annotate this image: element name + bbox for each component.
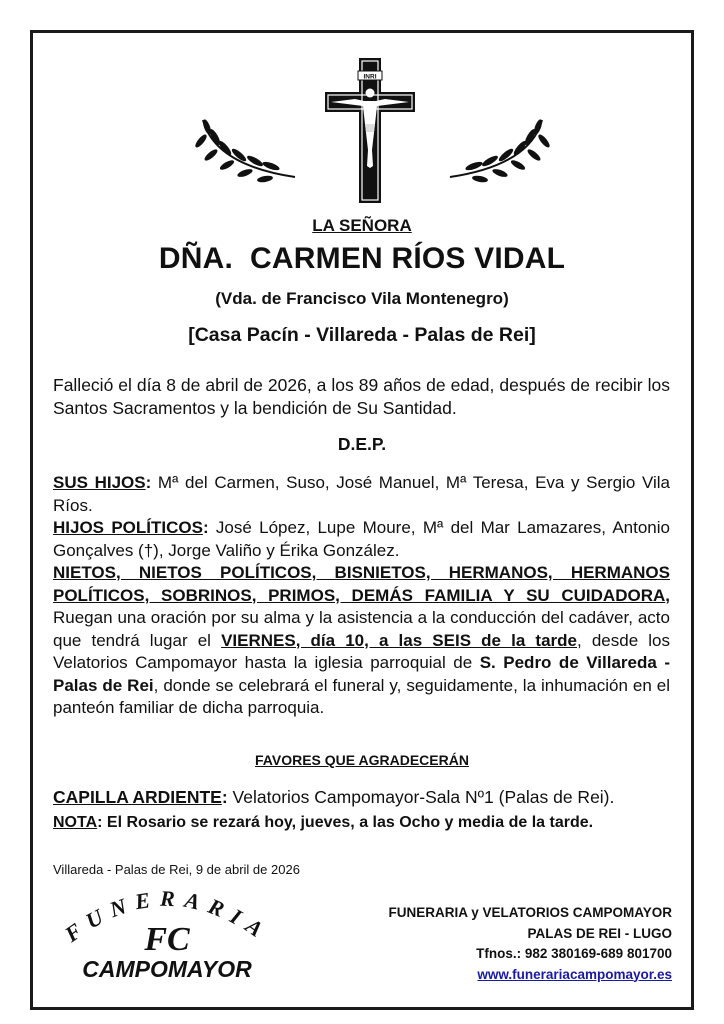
- rip: D.E.P.: [337, 434, 387, 454]
- logo-top-text: FUNERARIA: [60, 885, 275, 947]
- funeral-home-website-link[interactable]: www.funerariacampomayor.es: [477, 966, 672, 982]
- place-date: Villareda - Palas de Rei, 9 de abril de 2026: [53, 862, 300, 877]
- funeral-home-phones: Tfnos.: 982 380169-689 801700: [476, 946, 672, 961]
- crucifix-icon: [325, 58, 415, 203]
- chapel-line: CAPILLA ARDIENTE: Velatorios Campomayor-Sala Nº1 (Palas de Rei).: [53, 787, 615, 807]
- death-notice: Falleció el día 8 de abril de 2026, a los 89 años de edad, después de recibir los Santos Sacramentos y la bendición de Su Santidad.: [53, 375, 670, 418]
- funeral-home-info: [388, 903, 672, 985]
- in-laws-label: HIJOS POLÍTICOS: [53, 518, 203, 537]
- children-names: Mª del Carmen, Suso, José Manuel, Mª Teresa, Eva y Sergio Vila Ríos.: [53, 473, 670, 515]
- funeral-home-name: FUNERARIA y VELATORIOS CAMPOMAYOR: [388, 905, 672, 920]
- deceased-name: DÑA. CARMEN RÍOS VIDAL: [158, 242, 566, 275]
- request-intro: Ruegan una oración por su alma y la asistencia a la conducción del cadáver, acto que tendrá lugar el: [53, 608, 670, 650]
- chapel-value: Velatorios Campomayor-Sala Nº1 (Palas de Rei).: [232, 787, 615, 807]
- note-label: NOTA: [53, 814, 98, 831]
- funeral-home-location: PALAS DE REI - LUGO: [527, 925, 672, 941]
- inri-label: INRI: [363, 73, 377, 81]
- funeraria-campomayor-logo: [55, 880, 280, 985]
- church-name: S. Pedro de Villareda - Palas de Rei: [53, 653, 670, 695]
- note-line: NOTA: El Rosario se rezará hoy, jueves, a las Ocho y media de la tarde.: [53, 814, 594, 831]
- logo-bottom-text: CAMPOMAYOR: [82, 956, 252, 982]
- children-label: SUS HIJOS: [53, 473, 146, 492]
- in-laws-names: José López, Lupe Moure, Mª del Mar Lamazares, Antonio Gonçalves (†), Jorge Valiño y Érika González.: [53, 518, 670, 560]
- laurel-branch-left-icon: [195, 115, 300, 190]
- residence: [Casa Pacín - Villareda - Palas de Rei]: [188, 324, 536, 346]
- widow-of: (Vda. de Francisco Vila Montenegro): [215, 289, 509, 308]
- procession-datetime: VIERNES, día 10, a las SEIS de la tarde: [221, 630, 577, 650]
- request-middle: , desde los Velatorios Campomayor hasta la iglesia parroquial de: [53, 630, 670, 672]
- request-end: , donde se celebrará el funeral y, seguidamente, la inhumación en el panteón familiar de dicha parroquia.: [53, 675, 670, 717]
- chapel-label: CAPILLA ARDIENTE: [53, 787, 222, 807]
- logo-monogram: FC: [144, 921, 190, 958]
- relatives-label: NIETOS, NIETOS POLÍTICOS, BISNIETOS, HERMANOS, HERMANOS POLÍTICOS, SOBRINOS, PRIMOS, DEMÁS FAMILIA Y SU CUIDADORA: [53, 563, 670, 605]
- note-value: El Rosario se rezará hoy, jueves, a las Ocho y media de la tarde.: [106, 814, 594, 831]
- thanks-line: FAVORES QUE AGRADECERÁN: [255, 752, 469, 768]
- honorific: LA SEÑORA: [312, 216, 412, 235]
- family-block: SUS HIJOS: Mª del Carmen, Suso, José Manuel, Mª Teresa, Eva y Sergio Vila Ríos. HIJOS POLÍTICOS: José López, Lupe Moure, Mª del Mar Lamazares, Antonio Gonçalves (†), Jorge Valiño y Érika González. NIETOS, NIETOS POLÍTICOS, BISNIETOS, HERMANOS, HERMANOS POLÍTICOS, SOBRINOS, PRIMOS, DEMÁS FAMILIA Y SU CUIDADORA, Ruegan una oración por su alma y la asistencia a la conducción del cadáver, acto que tendrá lugar el VIERNES, día 10, a las SEIS de la tarde, desde los Velatorios Campomayor hasta la iglesia parroquial de S. Pedro de Villareda - Palas de Rei, donde se celebrará el funeral y, seguidamente, la inhumación en el panteón familiar de dicha parroquia.: [53, 473, 670, 717]
- laurel-branch-right-icon: [445, 115, 550, 190]
